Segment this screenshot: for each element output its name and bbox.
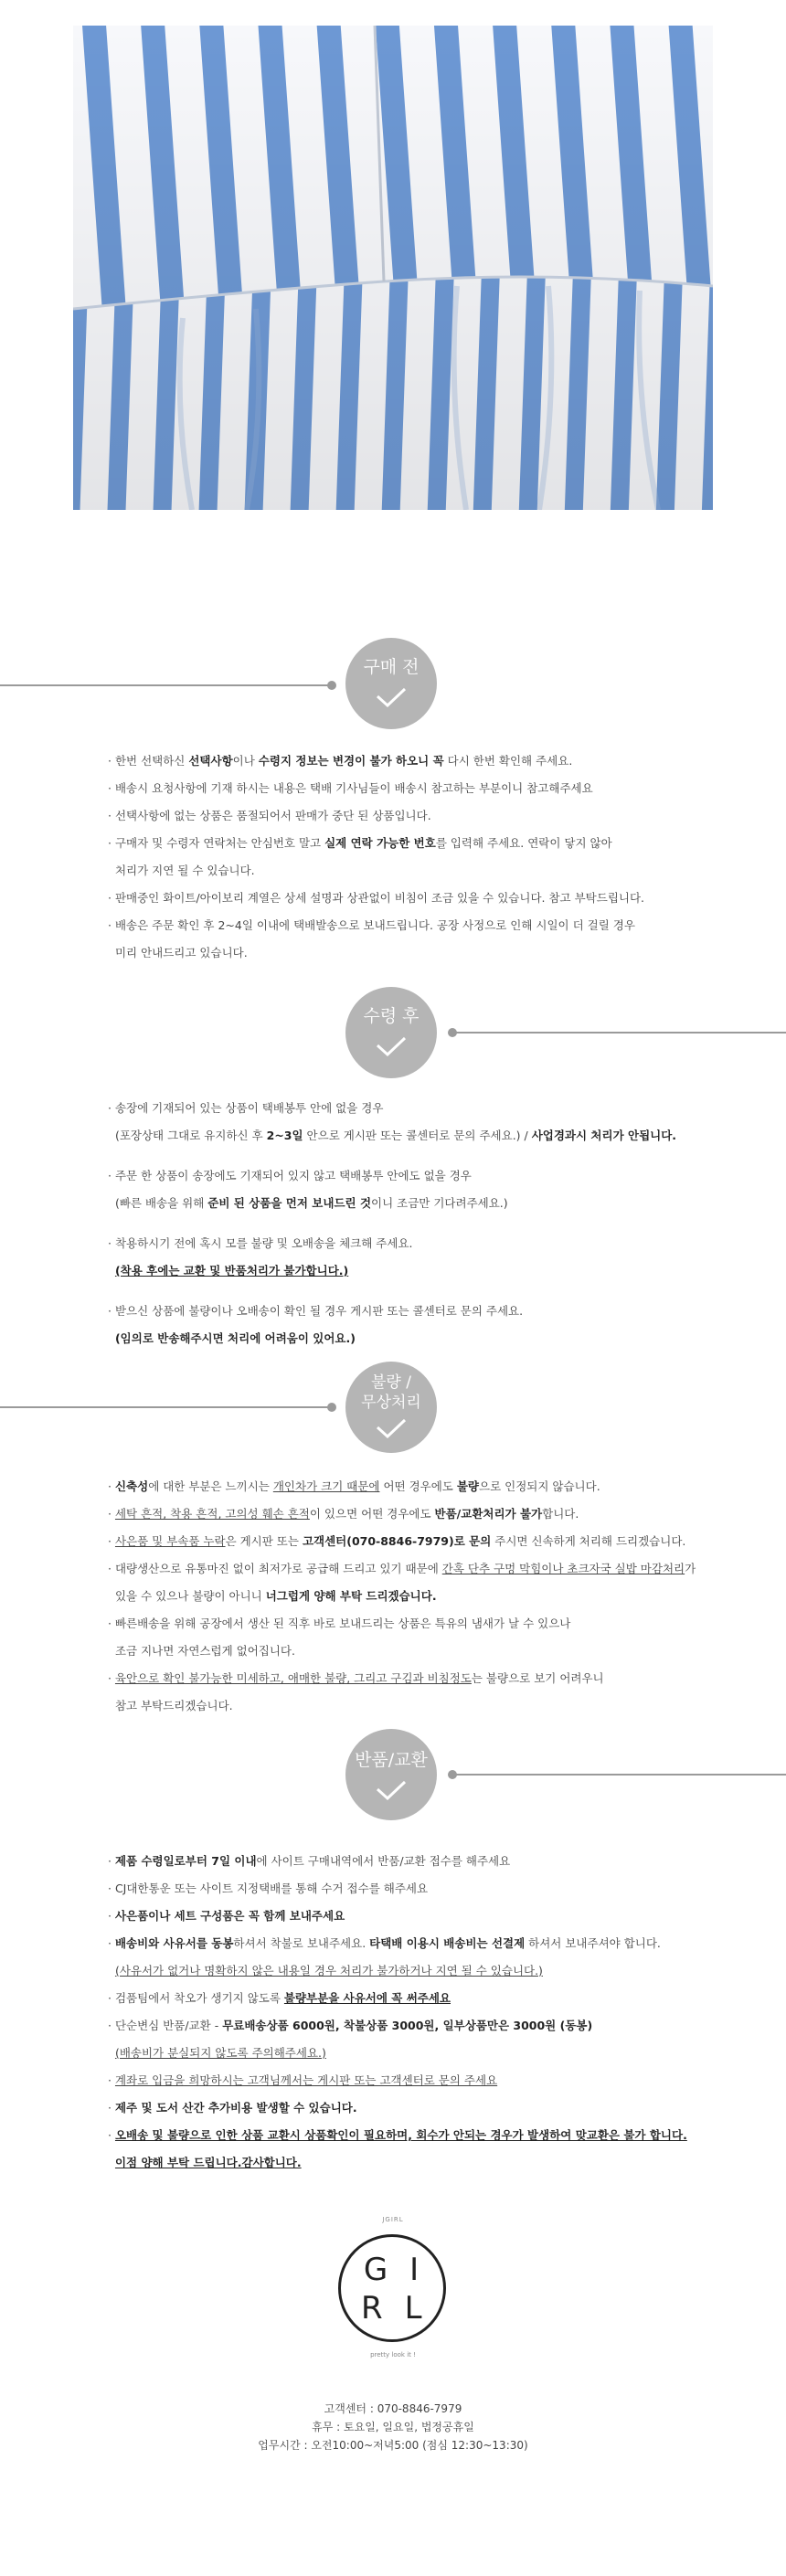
note-text: (착용 후에는 교환 및 반품처리가 불가합니다.) xyxy=(114,1264,349,1277)
divider-line-right xyxy=(451,1032,786,1034)
note-text: · 검품팀에서 착오가 생기지 않도록 xyxy=(108,1991,284,2005)
cs-holidays: 휴무 : 토요일, 일요일, 법정공휴일 xyxy=(312,2421,474,2433)
note-line xyxy=(108,939,693,967)
note-text: · 착용하시기 전에 혹시 모를 불량 및 오배송을 체크해 주세요. xyxy=(108,1236,413,1250)
paragraph-gap xyxy=(108,1285,693,1298)
note-text: 2~3일 xyxy=(266,1129,303,1142)
note-text: · xyxy=(108,1909,115,1923)
note-text: 신축성 xyxy=(114,1479,149,1493)
note-text: 선택사항 xyxy=(188,754,233,768)
section-badge-defect xyxy=(345,1362,437,1453)
note-text: · 한번 선택하신 xyxy=(108,754,189,768)
note-text: 사업경과시 처리가 안됩니다. xyxy=(531,1129,677,1142)
note-text: · 판매중인 화이트/아이보리 계열은 상세 설명과 상관없이 비침이 조금 있을 수 있습니다. 참고 부탁드립니다. xyxy=(108,891,645,905)
note-line xyxy=(108,1095,693,1122)
note-text: 사은품 및 부속품 누락 xyxy=(114,1534,226,1548)
note-text: 너그럽게 양해 부탁 드리겠습니다. xyxy=(265,1589,437,1603)
note-line xyxy=(108,1230,693,1257)
note-line xyxy=(108,1930,693,1957)
note-line xyxy=(108,1848,693,1875)
note-text: 주시면 신속하게 처리해 드리겠습니다. xyxy=(491,1534,686,1548)
note-line xyxy=(108,1162,693,1190)
note-text: 어떤 경우에도 xyxy=(379,1479,457,1493)
product-detail-photo xyxy=(73,26,713,510)
note-text: 제품 수령일로부터 7일 이내 xyxy=(114,1854,257,1868)
logo-text-line1: GI xyxy=(363,2252,441,2288)
note-text: (배송비가 분실되지 않도록 주의해주세요.) xyxy=(114,2046,326,2060)
note-text: 하셔서 보내주셔야 합니다. xyxy=(525,1936,661,1950)
note-line xyxy=(108,1298,693,1325)
note-text: · 배송은 주문 확인 후 2~4일 이내에 택배발송으로 보내드립니다. 공장 사정으로 인해 시일이 더 걸릴 경우 xyxy=(108,918,635,932)
divider-line-left xyxy=(0,1406,329,1408)
note-line xyxy=(108,1325,693,1352)
note-line xyxy=(108,1985,693,2012)
cs-hours: 업무시간 : 오전10:00~저녁5:00 (점심 12:30~13:30) xyxy=(258,2439,528,2452)
cs-phone: 고객센터 : 070-8846-7979 xyxy=(324,2402,462,2415)
note-text: · xyxy=(108,2073,115,2087)
note-text: · xyxy=(108,1534,115,1548)
note-text xyxy=(108,1264,115,1277)
brand-logo xyxy=(338,2234,446,2342)
note-text: (임의로 반송해주시면 처리에 어려움이 있어요.) xyxy=(114,1331,356,1345)
logo-tagline: pretty look it ! xyxy=(370,2351,416,2359)
note-line xyxy=(108,1875,693,1903)
note-text: 는 불량으로 보기 어려우니 xyxy=(471,1671,604,1685)
note-line xyxy=(108,830,693,857)
note-text: 다시 한번 확인해 주세요. xyxy=(443,754,573,768)
note-text: 사은품이나 세트 구성품은 꼭 함께 보내주세요 xyxy=(114,1909,345,1923)
note-text: 무료배송상품 6000원, 착불상품 3000원, 일부상품만은 3000원 (동봉) xyxy=(222,2019,593,2032)
note-text: · 주문 한 상품이 송장에도 기재되어 있지 않고 택배봉투 안에도 없을 경우 xyxy=(108,1169,472,1182)
note-text: (사유서가 없거나 명확하지 않은 내용일 경우 처리가 불가하거나 지연 될 수 있습니다.) xyxy=(114,1964,543,1977)
note-text xyxy=(108,1331,115,1345)
check-icon xyxy=(376,1780,407,1800)
divider-line-left xyxy=(0,684,329,686)
note-text: 합니다. xyxy=(542,1507,579,1521)
paragraph-gap xyxy=(108,1217,693,1230)
note-text: 반품/교환처리가 불가 xyxy=(434,1507,543,1521)
note-line xyxy=(108,2122,693,2149)
note-text: 제주 및 도서 산간 추가비용 발생할 수 있습니다. xyxy=(114,2101,357,2115)
section-badge-before-purchase xyxy=(345,638,437,729)
note-text: · 배송시 요청사항에 기재 하시는 내용은 택배 기사님들이 배송시 참고하는 부분이니 참고해주세요 xyxy=(108,781,593,795)
note-text: 이 있으면 어떤 경우에도 xyxy=(309,1507,435,1521)
logo-caption-top: JGIRL xyxy=(382,2216,404,2223)
note-text: 세탁 흔적, 착용 흔적, 고의성 훼손 흔적 xyxy=(114,1507,310,1521)
note-text: 참고 부탁드리겠습니다. xyxy=(108,1699,233,1712)
note-text: 불량부분을 사유서에 꼭 써주세요 xyxy=(283,1991,451,2005)
note-text: 미리 안내드리고 있습니다. xyxy=(108,946,248,959)
note-text: 안으로 게시판 또는 콜센터로 문의 주세요.) / xyxy=(303,1129,532,1142)
section-title: 수령 후 xyxy=(363,1006,420,1026)
note-text: (포장상태 그대로 유지하신 후 xyxy=(108,1129,267,1142)
note-text: 에 사이트 구매내역에서 반품/교환 접수를 해주세요 xyxy=(256,1854,511,1868)
note-line xyxy=(108,1583,693,1610)
note-line xyxy=(108,2012,693,2040)
note-line xyxy=(108,1665,693,1692)
divider-line-right xyxy=(451,1774,786,1776)
note-line xyxy=(108,912,693,939)
note-text: · CJ대한통운 또는 사이트 지정택배를 통해 수거 접수를 해주세요 xyxy=(108,1882,429,1895)
note-text xyxy=(108,2156,115,2169)
note-text: · 단순변심 반품/교환 - xyxy=(108,2019,223,2032)
note-line xyxy=(108,1473,693,1500)
note-line xyxy=(108,1555,696,1583)
note-line xyxy=(108,802,693,830)
note-text: 간혹 단추 구멍 막힘이나 초크자국 실밥 마감처리 xyxy=(441,1562,685,1575)
note-line xyxy=(108,1257,693,1285)
note-text: 고객센터(070-8846-7979)로 문의 xyxy=(302,1534,492,1548)
note-text: 은 게시판 또는 xyxy=(225,1534,303,1548)
check-icon xyxy=(376,1036,407,1056)
notes-after-receipt xyxy=(108,1095,693,1352)
note-text: · 대량생산으로 유통마진 없이 최저가로 공급해 드리고 있기 때문에 xyxy=(108,1562,442,1575)
note-text: 처리가 지연 될 수 있습니다. xyxy=(108,864,255,877)
divider-dot xyxy=(327,1403,336,1412)
note-line xyxy=(108,775,693,802)
note-line xyxy=(108,857,693,885)
note-line xyxy=(108,1957,693,1985)
note-text: · xyxy=(108,1507,115,1521)
logo-text-line2: RL xyxy=(361,2290,444,2327)
note-text: 하셔서 착불로 보내주세요. xyxy=(233,1936,370,1950)
notes-returns xyxy=(108,1848,693,2177)
note-text: 육안으로 확인 불가능한 미세하고, 애매한 불량, 그리고 구김과 비침정도 xyxy=(114,1671,472,1685)
paragraph-gap xyxy=(108,1150,693,1162)
note-line xyxy=(108,1692,693,1720)
note-line xyxy=(108,2040,693,2067)
note-line xyxy=(108,1610,693,1638)
note-text: 으로 인정되지 않습니다. xyxy=(479,1479,600,1493)
customer-service-info xyxy=(0,2400,786,2454)
note-text: · xyxy=(108,1854,115,1868)
note-text xyxy=(108,2046,115,2060)
note-text: · 빠른배송을 위해 공장에서 생산 된 직후 바로 보내드리는 상품은 특유의 냄새가 날 수 있으나 xyxy=(108,1617,571,1630)
note-text: 준비 된 상품을 먼저 보내드린 것 xyxy=(207,1196,372,1210)
note-text: 불량 xyxy=(456,1479,479,1493)
check-icon xyxy=(376,1418,407,1438)
note-text: · xyxy=(108,2101,115,2115)
note-text: 가 xyxy=(685,1562,696,1575)
note-text: 이니 조금만 기다려주세요.) xyxy=(371,1196,508,1210)
notes-before-purchase xyxy=(108,747,693,967)
note-line xyxy=(108,2094,693,2122)
note-text: 이점 양해 부탁 드립니다.감사합니다. xyxy=(114,2156,302,2169)
note-text: 계좌로 입금을 희망하시는 고객님께서는 게시판 또는 고객센터로 문의 주세요 xyxy=(114,2073,498,2087)
note-text: · xyxy=(108,1936,115,1950)
note-text: 실제 연락 가능한 번호 xyxy=(324,836,436,850)
note-line xyxy=(108,1528,693,1555)
note-text: 타택배 이용시 배송비는 선결제 xyxy=(369,1936,526,1950)
check-icon xyxy=(376,687,407,707)
note-line xyxy=(108,2149,693,2177)
notes-defect xyxy=(108,1473,696,1720)
note-text: 개인차가 크기 때문에 xyxy=(272,1479,380,1493)
note-text: · 받으신 상품에 불량이나 오배송이 확인 될 경우 게시판 또는 콜센터로 문의 주세요. xyxy=(108,1304,524,1318)
note-line xyxy=(108,747,693,775)
section-title: 반품/교환 xyxy=(355,1750,428,1770)
note-text: 수령지 정보는 변경이 불가 하오니 꼭 xyxy=(258,754,444,768)
note-line xyxy=(108,2067,693,2094)
note-text: · 송장에 기재되어 있는 상품이 택배봉투 안에 없을 경우 xyxy=(108,1101,384,1115)
note-line xyxy=(108,1190,693,1217)
note-text: · xyxy=(108,1479,115,1493)
note-line xyxy=(108,1122,693,1150)
divider-dot xyxy=(327,681,336,690)
note-line xyxy=(108,1500,693,1528)
note-text: 이나 xyxy=(232,754,259,768)
note-text: 를 입력해 주세요. 연락이 닿지 않아 xyxy=(435,836,612,850)
section-badge-returns xyxy=(345,1729,437,1820)
note-text: 에 대한 부분은 느끼시는 xyxy=(148,1479,273,1493)
note-text: 조금 지나면 자연스럽게 없어집니다. xyxy=(108,1644,295,1658)
note-text: · xyxy=(108,2128,115,2142)
note-line xyxy=(108,1638,693,1665)
section-title: 불량 / 무상처리 xyxy=(361,1373,421,1412)
note-text: 배송비와 사유서를 동봉 xyxy=(114,1936,234,1950)
note-text: · 선택사항에 없는 상품은 품절되어서 판매가 중단 된 상품입니다. xyxy=(108,809,431,822)
note-text xyxy=(108,1964,115,1977)
section-badge-after-receipt xyxy=(345,987,437,1078)
note-text: 오배송 및 불량으로 인한 상품 교환시 상품확인이 필요하며, 회수가 안되는 경우가 발생하여 맞교환은 불가 합니다. xyxy=(114,2128,687,2142)
note-text: (빠른 배송을 위해 xyxy=(108,1196,208,1210)
note-text: · 구매자 및 수령자 연락처는 안심번호 말고 xyxy=(108,836,325,850)
note-line xyxy=(108,885,693,912)
note-text: · xyxy=(108,1671,115,1685)
note-text: 있을 수 있으나 불량이 아니니 xyxy=(108,1589,266,1603)
section-title: 구매 전 xyxy=(363,657,420,677)
note-line xyxy=(108,1903,693,1930)
